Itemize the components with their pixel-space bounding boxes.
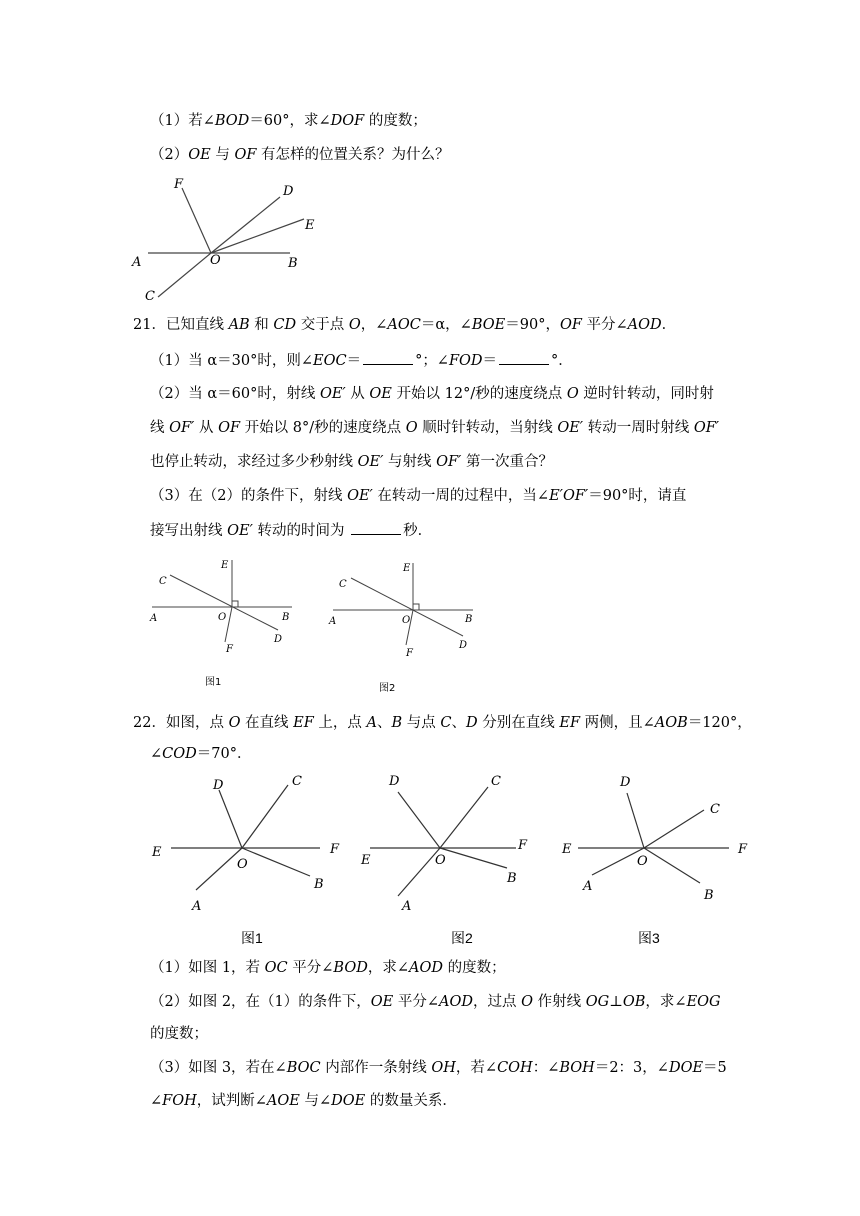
fig3-caption: 图3 <box>638 930 660 946</box>
fig1-label-D: D <box>274 634 283 645</box>
fig2-label-E: E <box>403 563 411 574</box>
label-D: D <box>283 184 294 199</box>
fig1-label-O: O <box>237 857 248 872</box>
fig1-label-B: B <box>282 612 290 623</box>
fig2-caption: 图2 <box>451 930 473 946</box>
fig1-label-F: F <box>330 842 340 857</box>
fig1-label-A: A <box>192 899 202 914</box>
fig3-label-E: E <box>562 842 572 857</box>
label-F: F <box>174 177 184 192</box>
q22-part2-line2: 的度数； <box>150 1026 208 1042</box>
q22-part3-line2: ∠FOH，试判断∠AOE 与∠DOE 的数量关系． <box>150 1093 457 1109</box>
fig2-label-D: D <box>389 774 400 789</box>
fig1-caption: 图1 <box>241 930 263 946</box>
fig1-label-D: D <box>213 778 224 793</box>
q22-fig3 <box>578 793 729 883</box>
fig2-label-C: C <box>339 579 347 590</box>
label-A: A <box>132 255 142 270</box>
q21-stem: 21．已知直线 AB 和 CD 交于点 O，∠AOC＝α，∠BOE＝90°，OF 平分∠AOD． <box>133 317 677 333</box>
fig1-label-E: E <box>152 845 162 860</box>
q21-part2-line1: （2）当 α＝60°时，射线 OE′ 从 OE 开始以 12°/秒的速度绕点 O 逆时针转动，同时射 <box>150 386 714 402</box>
fig2-label-O: O <box>402 615 411 626</box>
q22-part3-line1: （3）如图 3，若在∠BOC 内部作一条射线 OH，若∠COH：∠BOH＝2：3，∠DOE＝5 <box>150 1060 727 1076</box>
fig3-label-D: D <box>620 775 631 790</box>
fig1-label-C: C <box>292 774 302 789</box>
q21-part3-line2: 接写出射线 OE′ 转动的时间为 秒． <box>150 520 432 541</box>
q20-part1: （1）若∠BOD＝60°，求∠DOF 的度数； <box>150 113 427 129</box>
fig1-label-O: O <box>218 612 227 623</box>
fig2-label-D: D <box>459 640 468 651</box>
label-O: O <box>210 253 221 268</box>
q22-fig1 <box>171 785 320 890</box>
label-C: C <box>145 289 155 304</box>
q20-part2: （2）OE 与 OF 有怎样的位置关系？为什么？ <box>150 147 450 163</box>
fig2-label-A: A <box>402 899 412 914</box>
label-E: E <box>305 218 315 233</box>
fig3-label-B: B <box>704 888 714 903</box>
q22-part2-line1: （2）如图 2，在（1）的条件下，OE 平分∠AOD，过点 O 作射线 OG⊥OB，求∠EOG <box>150 994 721 1010</box>
fig1-label-B: B <box>314 877 324 892</box>
q21-part3-line1: （3）在（2）的条件下，射线 OE′ 在转动一周的过程中，当∠E′OF′＝90°时，请直 <box>150 488 687 504</box>
q22-stem-line1: 22．如图，点 O 在直线 EF 上，点 A、B 与点 C、D 分别在直线 EF 两侧，且∠AOB＝120°， <box>133 715 752 731</box>
fig1-label-C: C <box>159 576 167 587</box>
fig3-label-C: C <box>710 802 720 817</box>
fig3-label-F: F <box>738 842 748 857</box>
fig2-label-B: B <box>507 871 517 886</box>
fig3-label-O: O <box>637 854 648 869</box>
q21-part2-line2: 线 OF′ 从 OF 开始以 8°/秒的速度绕点 O 顺时针转动，当射线 OE′ 转动一周时射线 OF′ <box>150 420 720 436</box>
q21-part2-line3: 也停止转动，求经过多少秒射线 OE′ 与射线 OF′ 第一次重合？ <box>150 454 553 470</box>
q22-stem-line2: ∠COD＝70°． <box>150 746 252 762</box>
fig2-label-E: E <box>361 853 371 868</box>
fig2-label-O: O <box>435 853 446 868</box>
fig2-label-C: C <box>491 774 501 789</box>
fig1-caption: 图1 <box>205 677 222 688</box>
q22-fig2 <box>370 787 516 896</box>
fig2-label-B: B <box>465 614 473 625</box>
fig2-label-A: A <box>329 616 337 627</box>
fig1-label-F: F <box>226 644 233 655</box>
q21-part1: （1）当 α＝30°时，则∠EOC＝ °；∠FOD＝ °． <box>150 350 573 371</box>
fig1-label-A: A <box>150 613 158 624</box>
fig1-label-E: E <box>221 560 229 571</box>
fig2-label-F: F <box>406 648 413 659</box>
fig2-label-F: F <box>518 838 528 853</box>
fig2-caption: 图2 <box>379 683 396 694</box>
label-B: B <box>288 256 298 271</box>
q22-part1: （1）如图 1，若 OC 平分∠BOD，求∠AOD 的度数； <box>150 960 506 976</box>
fig3-label-A: A <box>583 879 593 894</box>
